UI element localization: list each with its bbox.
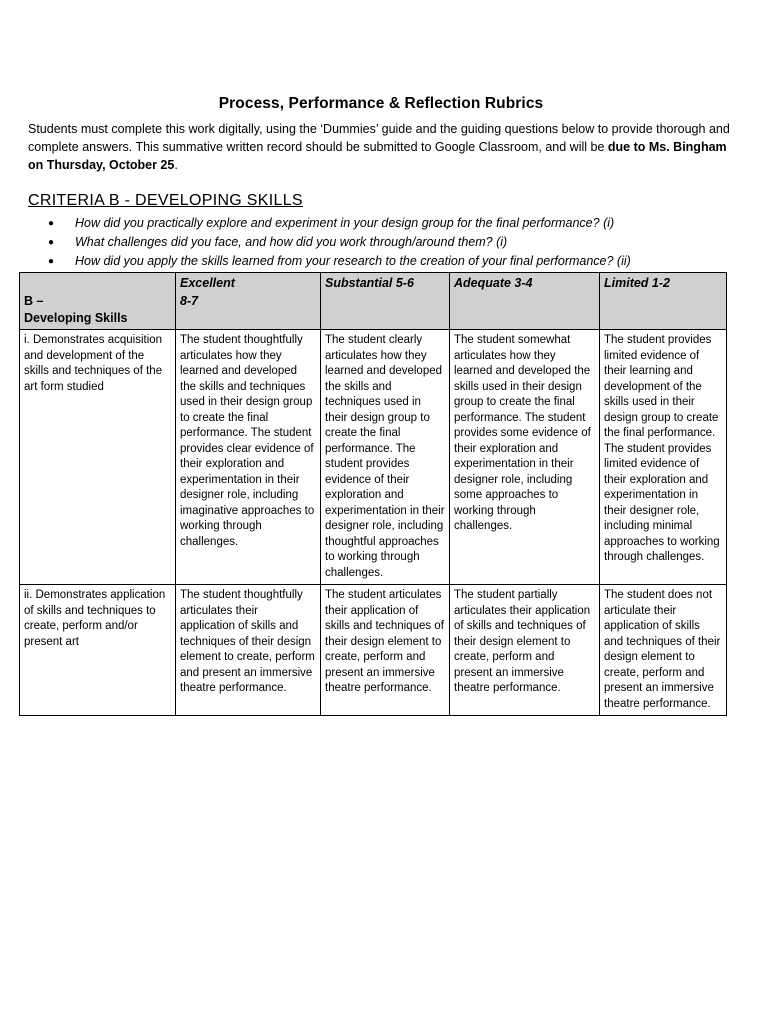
- document-title: Process, Performance & Reflection Rubrics: [218, 95, 544, 112]
- guiding-question-text: How did you apply the skills learned from your research to the creation of your final performance? (ii): [75, 254, 631, 268]
- rubric-table: [19, 272, 727, 716]
- bullet-icon: ●: [48, 237, 55, 248]
- strand-cell: i. Demonstrates acquisition and development of the skills and techniques of the art form studied: [20, 330, 176, 585]
- strand-header-title: Developing Skills: [24, 311, 128, 325]
- intro-end: .: [174, 158, 178, 172]
- band-header-limited: [600, 273, 727, 330]
- strand-header: [20, 273, 176, 330]
- intro-paragraph: [28, 120, 734, 174]
- rubric-header-row: [20, 273, 727, 330]
- guiding-question: [48, 252, 734, 271]
- criteria-heading: CRITERIA B - DEVELOPING SKILLS: [28, 192, 303, 209]
- bullet-icon: ●: [48, 218, 55, 229]
- table-row: [20, 330, 727, 585]
- band-header-label: Substantial 5-6: [325, 276, 414, 290]
- band-header-label: Limited 1-2: [604, 276, 670, 290]
- band-header-label: Excellent: [180, 276, 235, 290]
- band-header-adequate: [450, 273, 600, 330]
- descriptor-cell-limited: The student does not articulate their application of skills and techniques of their design element to create, perform and present an immersive theatre performance.: [600, 585, 727, 716]
- guiding-question-text: What challenges did you face, and how did you work through/around them? (i): [75, 235, 508, 249]
- bullet-icon: ●: [48, 256, 55, 267]
- band-header-range: 8-7: [180, 293, 199, 308]
- descriptor-cell-substantial: The student clearly articulates how they learned and developed the skills and techniques used in their design group to create the final performance. The student provides evidence of their exploration and experimentation in their designer role, including thoughtful approaches to working through challenges.: [321, 330, 450, 585]
- table-row: [20, 585, 727, 716]
- guiding-question: [48, 233, 734, 252]
- guiding-question: [48, 214, 734, 233]
- band-header-label: Adequate 3-4: [454, 276, 533, 290]
- strand-cell: ii. Demonstrates application of skills and techniques to create, perform and/or present art: [20, 585, 176, 716]
- strand-header-code: B –: [24, 294, 44, 308]
- band-header-excellent: [176, 273, 321, 330]
- guiding-question-text: How did you practically explore and experiment in your design group for the final performance? (i): [75, 216, 615, 230]
- descriptor-cell-excellent: The student thoughtfully articulates their application of skills and techniques of their design element to create, perform and present an immersive theatre performance.: [176, 585, 321, 716]
- descriptor-cell-limited: The student provides limited evidence of their learning and development of the skills used in their design group to create the final performance. The student provides limited evidence of their exploration and experimentation in their designer role, including minimal approaches to working through challenges.: [600, 330, 727, 585]
- guiding-questions-list: [28, 214, 734, 271]
- descriptor-cell-adequate: The student somewhat articulates how they learned and developed the skills used in their design group to create the final performance. The student provides some evidence of their exploration and experimentation in their designer role, including some approaches to working through challenges.: [450, 330, 600, 585]
- descriptor-cell-excellent: The student thoughtfully articulates how they learned and developed the skills and techniques used in their design group to create the final performance. The student provides clear evidence of their exploration and experimentation in their designer role, including imaginative approaches to working through challenges.: [176, 330, 321, 585]
- intro-text: Students must complete this work digitally, using the ‘Dummies’ guide and the guiding questions below to provide thorough and complete answers. This summative written record should be submitted to Google Classroom, and will be: [28, 122, 730, 154]
- descriptor-cell-adequate: The student partially articulates their application of skills and techniques of their design element to create, perform and present an immersive theatre performance.: [450, 585, 600, 716]
- document-page: [28, 95, 734, 271]
- band-header-substantial: [321, 273, 450, 330]
- due-date-text: due to Ms. Bingham on Thursday, October 25: [28, 140, 727, 172]
- descriptor-cell-substantial: The student articulates their application of skills and techniques of their design element to create, perform and present an immersive theatre performance.: [321, 585, 450, 716]
